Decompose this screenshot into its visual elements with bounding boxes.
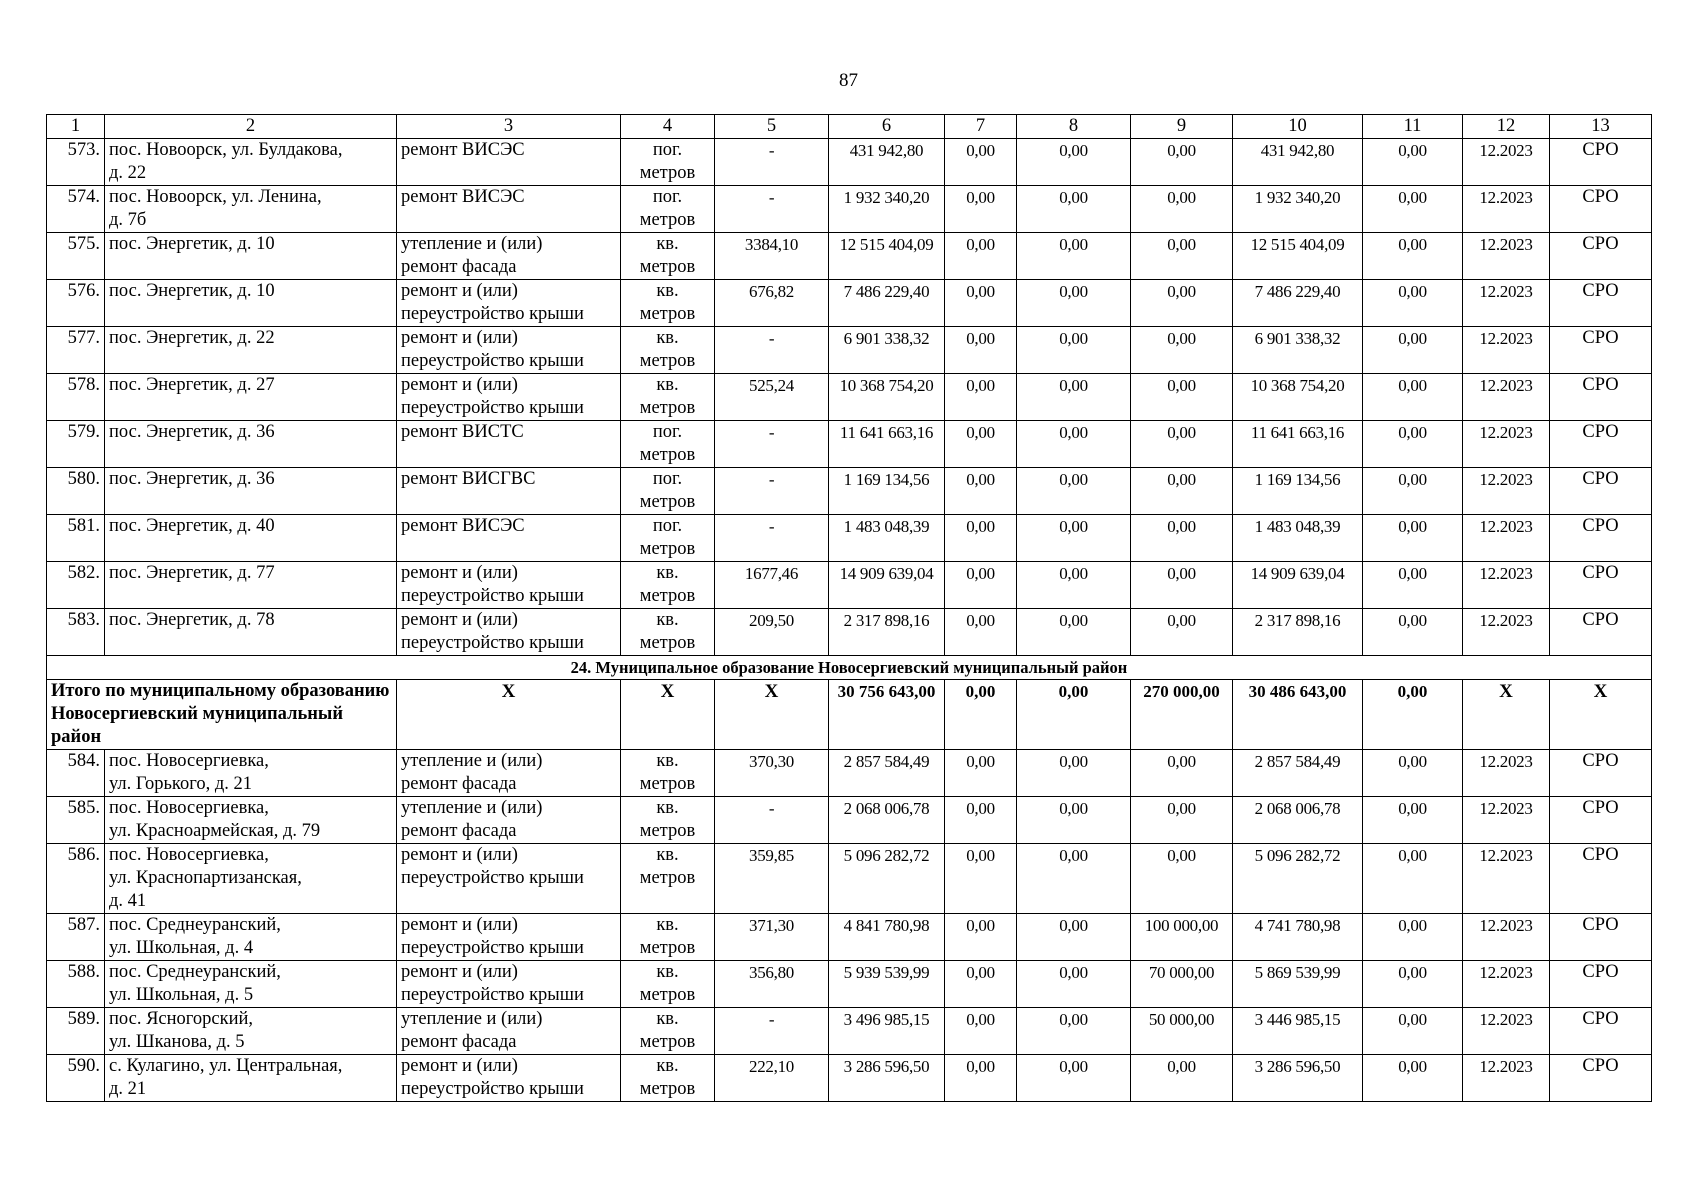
unit-cell: кв. метров [621, 961, 715, 1008]
owners-funds-cell: 3 286 596,50 [1233, 1055, 1363, 1102]
table-row [47, 914, 1652, 961]
column-number: 9 [1131, 115, 1233, 139]
unit-cell: кв. метров [621, 374, 715, 421]
executor-cell: СРО [1550, 186, 1652, 233]
table-body [47, 115, 1652, 1102]
table-row [47, 280, 1652, 327]
local-budget-cell: 0,00 [1131, 844, 1233, 914]
fund-cell: 0,00 [945, 609, 1017, 656]
address-cell: пос. Энергетик, д. 22 [105, 327, 397, 374]
address-cell: с. Кулагино, ул. Центральная, д. 21 [105, 1055, 397, 1102]
fund-cell: 0,00 [945, 233, 1017, 280]
fund-cell: 0,00 [945, 797, 1017, 844]
local-budget-cell: 100 000,00 [1131, 914, 1233, 961]
column-number: 13 [1550, 115, 1652, 139]
other-funds-cell: 0,00 [1363, 186, 1463, 233]
other-funds-cell: 0,00 [1363, 609, 1463, 656]
fund-cell: 0,00 [945, 1055, 1017, 1102]
unit-cell: пог. метров [621, 515, 715, 562]
row-number: 576. [47, 280, 105, 327]
work-type-cell: ремонт и (или) переустройство крыши [397, 1055, 621, 1102]
fund-cell: 0,00 [945, 562, 1017, 609]
quantity-cell: 356,80 [715, 961, 829, 1008]
budget-cell: 0,00 [1017, 421, 1131, 468]
total-value-cell: 0,00 [1017, 680, 1131, 750]
total-cost-cell: 4 841 780,98 [829, 914, 945, 961]
budget-cell: 0,00 [1017, 844, 1131, 914]
table-row [47, 1055, 1652, 1102]
row-number: 578. [47, 374, 105, 421]
table-row [47, 1008, 1652, 1055]
owners-funds-cell: 2 317 898,16 [1233, 609, 1363, 656]
other-funds-cell: 0,00 [1363, 139, 1463, 186]
executor-cell: СРО [1550, 562, 1652, 609]
executor-cell: СРО [1550, 468, 1652, 515]
table-row [47, 609, 1652, 656]
fund-cell: 0,00 [945, 327, 1017, 374]
budget-cell: 0,00 [1017, 374, 1131, 421]
executor-cell: СРО [1550, 914, 1652, 961]
other-funds-cell: 0,00 [1363, 844, 1463, 914]
table-row [47, 186, 1652, 233]
unit-cell: пог. метров [621, 139, 715, 186]
municipality-total-row [47, 680, 1652, 750]
table-row [47, 750, 1652, 797]
completion-date-cell: 12.2023 [1463, 797, 1550, 844]
fund-cell: 0,00 [945, 844, 1017, 914]
total-cost-cell: 10 368 754,20 [829, 374, 945, 421]
row-number: 580. [47, 468, 105, 515]
address-cell: пос. Энергетик, д. 10 [105, 280, 397, 327]
other-funds-cell: 0,00 [1363, 233, 1463, 280]
unit-cell: кв. метров [621, 797, 715, 844]
executor-cell: СРО [1550, 797, 1652, 844]
other-funds-cell: 0,00 [1363, 515, 1463, 562]
row-number: 587. [47, 914, 105, 961]
budget-cell: 0,00 [1017, 797, 1131, 844]
column-number-header-row [47, 115, 1652, 139]
table-row [47, 139, 1652, 186]
row-number: 574. [47, 186, 105, 233]
row-number: 575. [47, 233, 105, 280]
address-cell: пос. Ясногорский, ул. Шканова, д. 5 [105, 1008, 397, 1055]
total-value-cell: Х [1550, 680, 1652, 750]
owners-funds-cell: 1 483 048,39 [1233, 515, 1363, 562]
total-cost-cell: 3 496 985,15 [829, 1008, 945, 1055]
total-cost-cell: 5 096 282,72 [829, 844, 945, 914]
column-number: 3 [397, 115, 621, 139]
owners-funds-cell: 7 486 229,40 [1233, 280, 1363, 327]
other-funds-cell: 0,00 [1363, 468, 1463, 515]
work-type-cell: утепление и (или) ремонт фасада [397, 750, 621, 797]
row-number: 589. [47, 1008, 105, 1055]
local-budget-cell: 0,00 [1131, 280, 1233, 327]
fund-cell: 0,00 [945, 468, 1017, 515]
address-cell: пос. Среднеуранский, ул. Школьная, д. 5 [105, 961, 397, 1008]
table-row [47, 327, 1652, 374]
budget-cell: 0,00 [1017, 233, 1131, 280]
quantity-cell: - [715, 421, 829, 468]
completion-date-cell: 12.2023 [1463, 1055, 1550, 1102]
page-number: 87 [839, 70, 858, 91]
budget-cell: 0,00 [1017, 961, 1131, 1008]
unit-cell: кв. метров [621, 1008, 715, 1055]
work-type-cell: ремонт ВИСГВС [397, 468, 621, 515]
work-type-cell: ремонт и (или) переустройство крыши [397, 562, 621, 609]
quantity-cell: - [715, 515, 829, 562]
table-row [47, 562, 1652, 609]
work-type-cell: ремонт и (или) переустройство крыши [397, 914, 621, 961]
total-cost-cell: 2 857 584,49 [829, 750, 945, 797]
completion-date-cell: 12.2023 [1463, 914, 1550, 961]
local-budget-cell: 0,00 [1131, 327, 1233, 374]
table-row [47, 421, 1652, 468]
unit-cell: кв. метров [621, 1055, 715, 1102]
work-type-cell: ремонт и (или) переустройство крыши [397, 374, 621, 421]
total-value-cell: 0,00 [1363, 680, 1463, 750]
quantity-cell: - [715, 468, 829, 515]
other-funds-cell: 0,00 [1363, 374, 1463, 421]
executor-cell: СРО [1550, 139, 1652, 186]
budget-cell: 0,00 [1017, 562, 1131, 609]
budget-cell: 0,00 [1017, 468, 1131, 515]
address-cell: пос. Энергетик, д. 78 [105, 609, 397, 656]
total-value-cell: Х [621, 680, 715, 750]
total-value-cell: 0,00 [945, 680, 1017, 750]
address-cell: пос. Энергетик, д. 40 [105, 515, 397, 562]
table-row [47, 468, 1652, 515]
total-cost-cell: 12 515 404,09 [829, 233, 945, 280]
quantity-cell: 222,10 [715, 1055, 829, 1102]
fund-cell: 0,00 [945, 186, 1017, 233]
owners-funds-cell: 1 169 134,56 [1233, 468, 1363, 515]
work-type-cell: утепление и (или) ремонт фасада [397, 1008, 621, 1055]
work-type-cell: утепление и (или) ремонт фасада [397, 797, 621, 844]
total-value-cell: 30 486 643,00 [1233, 680, 1363, 750]
table-row [47, 797, 1652, 844]
work-type-cell: ремонт и (или) переустройство крыши [397, 844, 621, 914]
completion-date-cell: 12.2023 [1463, 961, 1550, 1008]
budget-cell: 0,00 [1017, 327, 1131, 374]
local-budget-cell: 0,00 [1131, 186, 1233, 233]
other-funds-cell: 0,00 [1363, 280, 1463, 327]
total-cost-cell: 1 483 048,39 [829, 515, 945, 562]
table-row [47, 233, 1652, 280]
other-funds-cell: 0,00 [1363, 1055, 1463, 1102]
address-cell: пос. Энергетик, д. 36 [105, 421, 397, 468]
total-value-cell: 30 756 643,00 [829, 680, 945, 750]
unit-cell: кв. метров [621, 233, 715, 280]
row-number: 585. [47, 797, 105, 844]
budget-cell: 0,00 [1017, 280, 1131, 327]
address-cell: пос. Энергетик, д. 27 [105, 374, 397, 421]
total-cost-cell: 431 942,80 [829, 139, 945, 186]
fund-cell: 0,00 [945, 1008, 1017, 1055]
local-budget-cell: 50 000,00 [1131, 1008, 1233, 1055]
completion-date-cell: 12.2023 [1463, 233, 1550, 280]
table-row [47, 374, 1652, 421]
quantity-cell: - [715, 797, 829, 844]
unit-cell: пог. метров [621, 186, 715, 233]
work-type-cell: ремонт и (или) переустройство крыши [397, 327, 621, 374]
capital-repair-table [46, 114, 1652, 1102]
fund-cell: 0,00 [945, 139, 1017, 186]
column-number: 11 [1363, 115, 1463, 139]
total-label: Итого по муниципальному образованию Новосергиевский муниципальный район [47, 680, 397, 750]
other-funds-cell: 0,00 [1363, 421, 1463, 468]
executor-cell: СРО [1550, 1008, 1652, 1055]
total-cost-cell: 3 286 596,50 [829, 1055, 945, 1102]
fund-cell: 0,00 [945, 374, 1017, 421]
local-budget-cell: 0,00 [1131, 609, 1233, 656]
work-type-cell: ремонт ВИСТС [397, 421, 621, 468]
work-type-cell: ремонт ВИСЭС [397, 515, 621, 562]
section-heading-row [47, 656, 1652, 680]
table-row [47, 844, 1652, 914]
quantity-cell: 359,85 [715, 844, 829, 914]
budget-cell: 0,00 [1017, 139, 1131, 186]
completion-date-cell: 12.2023 [1463, 186, 1550, 233]
column-number: 7 [945, 115, 1017, 139]
work-type-cell: ремонт и (или) переустройство крыши [397, 961, 621, 1008]
other-funds-cell: 0,00 [1363, 914, 1463, 961]
row-number: 584. [47, 750, 105, 797]
total-cost-cell: 2 068 006,78 [829, 797, 945, 844]
other-funds-cell: 0,00 [1363, 1008, 1463, 1055]
address-cell: пос. Новосергиевка, ул. Красноармейская, д. 79 [105, 797, 397, 844]
owners-funds-cell: 10 368 754,20 [1233, 374, 1363, 421]
local-budget-cell: 0,00 [1131, 233, 1233, 280]
fund-cell: 0,00 [945, 750, 1017, 797]
executor-cell: СРО [1550, 233, 1652, 280]
owners-funds-cell: 4 741 780,98 [1233, 914, 1363, 961]
completion-date-cell: 12.2023 [1463, 562, 1550, 609]
executor-cell: СРО [1550, 515, 1652, 562]
owners-funds-cell: 431 942,80 [1233, 139, 1363, 186]
address-cell: пос. Новосергиевка, ул. Горького, д. 21 [105, 750, 397, 797]
unit-cell: пог. метров [621, 421, 715, 468]
total-cost-cell: 7 486 229,40 [829, 280, 945, 327]
completion-date-cell: 12.2023 [1463, 750, 1550, 797]
completion-date-cell: 12.2023 [1463, 468, 1550, 515]
budget-cell: 0,00 [1017, 750, 1131, 797]
budget-cell: 0,00 [1017, 609, 1131, 656]
quantity-cell: 371,30 [715, 914, 829, 961]
other-funds-cell: 0,00 [1363, 562, 1463, 609]
fund-cell: 0,00 [945, 421, 1017, 468]
quantity-cell: - [715, 327, 829, 374]
total-cost-cell: 14 909 639,04 [829, 562, 945, 609]
executor-cell: СРО [1550, 421, 1652, 468]
local-budget-cell: 0,00 [1131, 421, 1233, 468]
section-title: 24. Муниципальное образование Новосергиевский муниципальный район [47, 656, 1652, 680]
unit-cell: кв. метров [621, 327, 715, 374]
row-number: 590. [47, 1055, 105, 1102]
work-type-cell: утепление и (или) ремонт фасада [397, 233, 621, 280]
column-number: 6 [829, 115, 945, 139]
other-funds-cell: 0,00 [1363, 327, 1463, 374]
column-number: 5 [715, 115, 829, 139]
other-funds-cell: 0,00 [1363, 750, 1463, 797]
budget-cell: 0,00 [1017, 1055, 1131, 1102]
local-budget-cell: 0,00 [1131, 750, 1233, 797]
executor-cell: СРО [1550, 844, 1652, 914]
total-cost-cell: 6 901 338,32 [829, 327, 945, 374]
quantity-cell: 1677,46 [715, 562, 829, 609]
total-value-cell: Х [1463, 680, 1550, 750]
fund-cell: 0,00 [945, 280, 1017, 327]
work-type-cell: ремонт ВИСЭС [397, 139, 621, 186]
completion-date-cell: 12.2023 [1463, 327, 1550, 374]
quantity-cell: - [715, 139, 829, 186]
local-budget-cell: 0,00 [1131, 139, 1233, 186]
column-number: 12 [1463, 115, 1550, 139]
executor-cell: СРО [1550, 1055, 1652, 1102]
row-number: 586. [47, 844, 105, 914]
table-row [47, 515, 1652, 562]
quantity-cell: 3384,10 [715, 233, 829, 280]
address-cell: пос. Энергетик, д. 36 [105, 468, 397, 515]
address-cell: пос. Новосергиевка, ул. Краснопартизанская, д. 41 [105, 844, 397, 914]
total-cost-cell: 1 932 340,20 [829, 186, 945, 233]
row-number: 573. [47, 139, 105, 186]
total-cost-cell: 2 317 898,16 [829, 609, 945, 656]
budget-cell: 0,00 [1017, 914, 1131, 961]
quantity-cell: - [715, 1008, 829, 1055]
local-budget-cell: 0,00 [1131, 797, 1233, 844]
other-funds-cell: 0,00 [1363, 797, 1463, 844]
row-number: 577. [47, 327, 105, 374]
completion-date-cell: 12.2023 [1463, 139, 1550, 186]
completion-date-cell: 12.2023 [1463, 421, 1550, 468]
owners-funds-cell: 5 096 282,72 [1233, 844, 1363, 914]
owners-funds-cell: 14 909 639,04 [1233, 562, 1363, 609]
completion-date-cell: 12.2023 [1463, 844, 1550, 914]
owners-funds-cell: 3 446 985,15 [1233, 1008, 1363, 1055]
budget-cell: 0,00 [1017, 515, 1131, 562]
budget-cell: 0,00 [1017, 1008, 1131, 1055]
total-value-cell: 270 000,00 [1131, 680, 1233, 750]
column-number: 4 [621, 115, 715, 139]
unit-cell: пог. метров [621, 468, 715, 515]
quantity-cell: 370,30 [715, 750, 829, 797]
work-type-cell: ремонт и (или) переустройство крыши [397, 280, 621, 327]
unit-cell: кв. метров [621, 562, 715, 609]
row-number: 583. [47, 609, 105, 656]
total-value-cell: Х [715, 680, 829, 750]
address-cell: пос. Энергетик, д. 77 [105, 562, 397, 609]
executor-cell: СРО [1550, 280, 1652, 327]
quantity-cell: 209,50 [715, 609, 829, 656]
owners-funds-cell: 11 641 663,16 [1233, 421, 1363, 468]
executor-cell: СРО [1550, 374, 1652, 421]
owners-funds-cell: 5 869 539,99 [1233, 961, 1363, 1008]
fund-cell: 0,00 [945, 515, 1017, 562]
address-cell: пос. Новоорск, ул. Ленина, д. 7б [105, 186, 397, 233]
quantity-cell: 676,82 [715, 280, 829, 327]
executor-cell: СРО [1550, 609, 1652, 656]
owners-funds-cell: 2 857 584,49 [1233, 750, 1363, 797]
row-number: 581. [47, 515, 105, 562]
fund-cell: 0,00 [945, 961, 1017, 1008]
local-budget-cell: 70 000,00 [1131, 961, 1233, 1008]
total-cost-cell: 5 939 539,99 [829, 961, 945, 1008]
address-cell: пос. Новоорск, ул. Булдакова, д. 22 [105, 139, 397, 186]
row-number: 582. [47, 562, 105, 609]
owners-funds-cell: 12 515 404,09 [1233, 233, 1363, 280]
unit-cell: кв. метров [621, 844, 715, 914]
column-number: 10 [1233, 115, 1363, 139]
total-cost-cell: 11 641 663,16 [829, 421, 945, 468]
local-budget-cell: 0,00 [1131, 468, 1233, 515]
completion-date-cell: 12.2023 [1463, 515, 1550, 562]
unit-cell: кв. метров [621, 914, 715, 961]
budget-cell: 0,00 [1017, 186, 1131, 233]
unit-cell: кв. метров [621, 609, 715, 656]
completion-date-cell: 12.2023 [1463, 1008, 1550, 1055]
executor-cell: СРО [1550, 327, 1652, 374]
owners-funds-cell: 2 068 006,78 [1233, 797, 1363, 844]
completion-date-cell: 12.2023 [1463, 280, 1550, 327]
column-number: 8 [1017, 115, 1131, 139]
column-number: 2 [105, 115, 397, 139]
address-cell: пос. Энергетик, д. 10 [105, 233, 397, 280]
owners-funds-cell: 6 901 338,32 [1233, 327, 1363, 374]
address-cell: пос. Среднеуранский, ул. Школьная, д. 4 [105, 914, 397, 961]
local-budget-cell: 0,00 [1131, 562, 1233, 609]
unit-cell: кв. метров [621, 750, 715, 797]
unit-cell: кв. метров [621, 280, 715, 327]
completion-date-cell: 12.2023 [1463, 374, 1550, 421]
total-value-cell: Х [397, 680, 621, 750]
other-funds-cell: 0,00 [1363, 961, 1463, 1008]
executor-cell: СРО [1550, 750, 1652, 797]
local-budget-cell: 0,00 [1131, 515, 1233, 562]
table-row [47, 961, 1652, 1008]
owners-funds-cell: 1 932 340,20 [1233, 186, 1363, 233]
quantity-cell: - [715, 186, 829, 233]
local-budget-cell: 0,00 [1131, 1055, 1233, 1102]
executor-cell: СРО [1550, 961, 1652, 1008]
work-type-cell: ремонт и (или) переустройство крыши [397, 609, 621, 656]
fund-cell: 0,00 [945, 914, 1017, 961]
completion-date-cell: 12.2023 [1463, 609, 1550, 656]
total-cost-cell: 1 169 134,56 [829, 468, 945, 515]
column-number: 1 [47, 115, 105, 139]
work-type-cell: ремонт ВИСЭС [397, 186, 621, 233]
row-number: 588. [47, 961, 105, 1008]
row-number: 579. [47, 421, 105, 468]
quantity-cell: 525,24 [715, 374, 829, 421]
local-budget-cell: 0,00 [1131, 374, 1233, 421]
